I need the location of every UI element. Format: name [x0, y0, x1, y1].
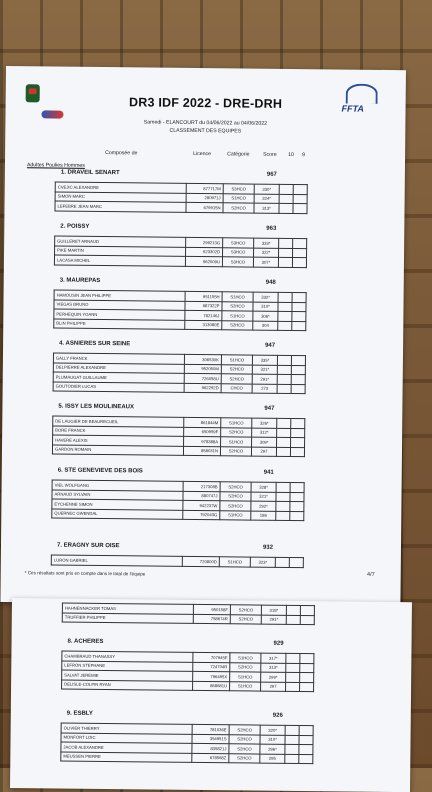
team-block — [52, 404, 315, 458]
team-total-score: 932 — [262, 544, 274, 551]
tens-count-cell — [278, 257, 292, 267]
archer-category: S2HCO — [230, 614, 261, 624]
results-sheet-page-4 — [0, 66, 406, 606]
archer-name: LEFRON STEPHANE — [62, 661, 193, 672]
archer-category: S2HCO — [220, 446, 251, 456]
archer-category: S3HCO — [223, 247, 254, 257]
archer-licence: 217308B — [183, 481, 220, 491]
tens-count-cell — [276, 482, 290, 492]
tens-count-cell — [279, 203, 293, 213]
team-members-table — [52, 416, 305, 458]
archer-category: S1HCO — [230, 653, 261, 663]
archer-score: 324* — [254, 194, 279, 204]
archer-category: S1HCO — [221, 355, 252, 365]
archer-licence: 962009U — [185, 256, 222, 266]
archer-name: MONFORT LOIC — [61, 733, 192, 744]
archer-score: 318* — [261, 605, 286, 615]
team-header — [51, 542, 313, 555]
archer-score: 273 — [252, 384, 277, 394]
archer-licence: 792043G — [183, 510, 220, 520]
nines-count-cell — [300, 606, 314, 616]
archer-category: S2HCO — [221, 364, 252, 374]
nines-count-cell — [291, 375, 305, 385]
archer-score: 313* — [254, 203, 279, 213]
member-row — [52, 509, 304, 521]
archer-score: 322* — [254, 248, 279, 258]
team-total-score: 941 — [263, 469, 274, 476]
archer-name: VIEL WOLFGANG — [52, 480, 183, 491]
nines-count-cell — [291, 428, 305, 438]
archer-category: S1HCO — [222, 311, 253, 321]
archer-name: GOUTODIER LUCAS — [53, 382, 184, 393]
tens-count-cell — [278, 311, 292, 321]
archer-category: CHCO — [221, 383, 252, 393]
tens-count-cell — [286, 663, 300, 673]
archer-score: 333* — [254, 238, 279, 248]
team-members-table — [62, 603, 315, 626]
tens-count-cell — [278, 321, 292, 331]
archer-name: TRUFFIER PHILIPPE — [62, 613, 193, 624]
archer-category: S3HCO — [223, 184, 254, 194]
archer-name: DE LAUGIER DE BEAURECUEIL — [53, 416, 184, 427]
archer-score: 310* — [260, 735, 285, 745]
tens-count-cell — [275, 557, 289, 567]
nines-count-cell — [293, 248, 307, 258]
archer-score: 323* — [250, 557, 275, 567]
team-header — [52, 468, 314, 481]
tens-count-cell — [278, 292, 292, 302]
team-total-score: 948 — [265, 279, 276, 286]
tens-count-cell — [285, 754, 299, 764]
team-members-table — [53, 353, 306, 395]
archer-licence: 796495X — [193, 671, 230, 681]
archer-category: S1HCO — [230, 672, 261, 682]
archer-name: GARDON ROMAIN — [52, 445, 183, 456]
team-members-table — [53, 290, 306, 332]
archer-name: BORE FRANCK — [53, 426, 184, 437]
col-header-composee: Composée de — [105, 150, 138, 157]
tens-count-cell — [286, 682, 300, 692]
archer-name: HAHNENNACKER TOMAS — [62, 603, 193, 614]
archer-name: LACASA MICHEL — [54, 255, 185, 266]
tens-count-cell — [286, 615, 300, 625]
archer-licence: 923302D — [186, 247, 223, 257]
team-members-table — [51, 480, 304, 522]
archer-name: ARNAUD SYLVAIN — [52, 490, 183, 501]
tens-count-cell — [279, 184, 293, 194]
category-label: Adultes Poulies Hommes — [26, 162, 85, 169]
team-name: 3. MAUREPAS — [59, 277, 101, 284]
team-block — [61, 639, 324, 693]
archer-licence: 861844M — [184, 417, 221, 427]
nines-count-cell — [300, 682, 314, 692]
team-block — [53, 341, 316, 395]
col-header-score: Score — [263, 151, 277, 158]
archer-name: BLIN PHILIPPE — [54, 319, 185, 330]
ranking-heading: CLASSEMENT DES EQUIPES — [169, 127, 242, 135]
team-total-score: 967 — [266, 171, 277, 178]
nines-count-cell — [292, 302, 306, 312]
nines-count-cell — [299, 754, 313, 764]
archer-score: 186 — [251, 511, 276, 521]
tens-count-cell — [278, 302, 292, 312]
member-row — [61, 752, 313, 764]
archer-name: QUERNEC GWENDAL — [52, 509, 183, 520]
archer-licence: 726058U — [184, 373, 221, 383]
tens-count-cell — [276, 447, 290, 457]
archer-name: PERHEQUIN YOANN — [54, 309, 185, 320]
team-header — [54, 224, 316, 237]
archer-licence: 877717M — [186, 183, 223, 193]
nines-count-cell — [299, 735, 313, 745]
archer-licence: 950158F — [193, 604, 230, 614]
nines-count-cell — [292, 258, 306, 268]
archer-licence: 952050M — [184, 364, 221, 374]
member-row — [54, 319, 306, 331]
team-block — [60, 711, 323, 765]
archer-score: 292* — [251, 501, 276, 511]
archer-licence: 720800D — [182, 556, 219, 566]
archer-score: 295 — [260, 754, 285, 764]
ffta-logo-icon: FFTA — [342, 84, 382, 114]
archer-name: JACOB ALEXANDRE — [61, 742, 192, 753]
footnote: * Ces résultats sont pris en compte dans le total de l'équipe — [24, 570, 146, 577]
archer-category: S2HCO — [222, 301, 253, 311]
archer-score: 312* — [252, 428, 277, 438]
archer-category: S2HCO — [220, 501, 251, 511]
archer-licence: 724704R — [193, 662, 230, 672]
archer-score: 335* — [252, 355, 277, 365]
results-sheet-page-5 — [10, 598, 412, 792]
archer-name: DELPIERRE ALEXANDRE — [53, 363, 184, 374]
team-block — [51, 468, 314, 522]
archer-licence: 707945F — [193, 652, 230, 662]
team-name: 2. POISSY — [60, 223, 90, 230]
team-members-table — [54, 182, 307, 214]
sponsor-logo-icon — [41, 110, 63, 118]
team-name: 6. STE GENEVIEVE DES BOIS — [57, 467, 143, 475]
archer-category: S2HCO — [229, 725, 260, 735]
team-members-table — [60, 723, 313, 765]
team-header — [61, 711, 323, 724]
nines-count-cell — [293, 239, 307, 249]
archer-licence: 880747J — [183, 491, 220, 501]
team-members-table — [51, 554, 304, 567]
nines-count-cell — [291, 384, 305, 394]
col-header-categorie: Catégorie — [227, 151, 250, 158]
tens-count-cell — [277, 374, 291, 384]
nines-count-cell — [291, 419, 305, 429]
nines-count-cell — [300, 673, 314, 683]
archer-name: GUILLERET ARNAUD — [55, 236, 186, 247]
nines-count-cell — [300, 615, 314, 625]
nines-count-cell — [300, 654, 314, 664]
archer-score: 296* — [260, 744, 285, 754]
team-members-table — [54, 236, 307, 268]
archer-name: CVEJIC ALEXANDRE — [55, 182, 186, 193]
archer-licence: 868681U — [193, 681, 230, 691]
col-header-licence: Licence — [193, 150, 212, 158]
nines-count-cell — [289, 557, 303, 567]
tens-count-cell — [279, 194, 293, 204]
nines-count-cell — [290, 482, 304, 492]
archer-name: HAMOUSIN JEAN PHILIPPE — [54, 290, 185, 301]
archer-licence: 280971J — [186, 193, 223, 203]
team-total-score: 929 — [273, 640, 284, 647]
archer-licence: 962292D — [184, 383, 221, 393]
archer-score: 317* — [261, 653, 286, 663]
col-header-9: 9 — [302, 152, 306, 159]
archer-score: 330* — [254, 184, 279, 194]
member-row — [51, 555, 303, 567]
archer-score: 306* — [253, 311, 278, 321]
archer-score: 304 — [253, 321, 278, 331]
tens-count-cell — [286, 653, 300, 663]
archer-category: S1HCO — [223, 193, 254, 203]
archer-category: S2HCO — [221, 374, 252, 384]
tens-count-cell — [276, 501, 290, 511]
team-block — [54, 224, 316, 268]
archer-name: DELISLE-COLPIN RYAN — [62, 680, 193, 691]
archer-name: EYCHENNE SIMON — [52, 499, 183, 510]
archer-score: 326* — [252, 418, 277, 428]
archer-category: S2HCO — [223, 203, 254, 213]
team-header — [52, 404, 314, 417]
archer-licence: 354951S — [192, 734, 229, 744]
archer-score: 309* — [252, 437, 277, 447]
tens-count-cell — [276, 511, 290, 521]
tens-count-cell — [286, 605, 300, 615]
member-row — [54, 255, 306, 267]
team-block — [53, 278, 316, 332]
archer-score: 321* — [252, 365, 277, 375]
tens-count-cell — [277, 355, 291, 365]
archer-licence: 313080E — [185, 320, 222, 330]
archer-licence: 650959F — [184, 427, 221, 437]
archer-licence: 835821J — [192, 743, 229, 753]
archer-category: S2HCO — [230, 662, 261, 672]
archer-licence: 299213G — [186, 237, 223, 247]
archer-category: S2HCO — [220, 482, 251, 492]
archer-category: S3HCO — [222, 257, 253, 267]
archer-category: S2HCO — [230, 605, 261, 615]
archer-name: PIKE MARTIN — [55, 246, 186, 257]
archer-category: S2HCO — [221, 427, 252, 437]
archer-licence: 942237W — [183, 500, 220, 510]
archer-licence: 858031N — [183, 446, 220, 456]
archer-category: S1HCO — [222, 292, 253, 302]
team-name: 5. ISSY LES MOULINEAUX — [58, 403, 135, 411]
archer-category: S1HCO — [220, 510, 251, 520]
archer-category: S1HCO — [221, 418, 252, 428]
tens-count-cell — [277, 418, 291, 428]
member-row — [53, 382, 305, 394]
archer-name: CHAMBRAUD THANASSY — [62, 651, 193, 662]
archer-name: PLUMAUGAT GUILLAUME — [53, 372, 184, 383]
archer-licence: 978388A — [184, 436, 221, 446]
nines-count-cell — [290, 447, 304, 457]
nines-count-cell — [291, 438, 305, 448]
team-header — [53, 341, 315, 354]
team-header — [55, 170, 317, 183]
team-name: 8. ACHERES — [67, 638, 104, 645]
page-number: 4/7 — [367, 571, 375, 578]
event-date: Samedi - ELANCOURT du 04/06/2022 au 04/06/2022 — [143, 119, 268, 127]
archer-score: 328* — [251, 482, 276, 492]
archer-name: OLIVIER THIERRY — [61, 723, 192, 734]
nines-count-cell — [293, 204, 307, 214]
nines-count-cell — [292, 312, 306, 322]
archer-category: S3HCO — [223, 238, 254, 248]
nines-count-cell — [300, 663, 314, 673]
archer-category: S2HCO — [229, 734, 260, 744]
team-name: 9. ESBLY — [66, 710, 93, 717]
archer-category: S2HCO — [229, 753, 260, 763]
archer-licence: 678568Z — [192, 753, 229, 763]
team-name: 1. DRAVEIL SENART — [60, 169, 120, 177]
team-block — [54, 170, 316, 214]
tens-count-cell — [286, 672, 300, 682]
archer-score: 332* — [253, 292, 278, 302]
archer-category: S1HCO — [230, 681, 261, 691]
team-total-score: 926 — [272, 712, 283, 719]
archer-name: HAVERE ALEXIS — [53, 435, 184, 446]
archer-score: 297 — [251, 447, 276, 457]
archer-score: 307* — [253, 257, 278, 267]
team-block — [51, 542, 313, 567]
archer-licence: 782146J — [185, 310, 222, 320]
archer-score: 310* — [253, 302, 278, 312]
archer-licence: 951155H — [185, 291, 222, 301]
member-row — [62, 613, 314, 625]
nines-count-cell — [291, 365, 305, 375]
archer-name: LEFEBRE JEAN MARC — [55, 201, 186, 212]
archer-name: SIMON MARC — [55, 192, 186, 203]
archer-score: 299* — [261, 672, 286, 682]
nines-count-cell — [299, 745, 313, 755]
team-block-continued — [62, 601, 324, 626]
archer-category: S1HCO — [221, 437, 252, 447]
archer-category: S2HCO — [222, 320, 253, 330]
team-members-table — [61, 651, 314, 693]
team-header — [61, 639, 323, 652]
nines-count-cell — [299, 726, 313, 736]
archer-score: 291* — [261, 615, 286, 625]
archer-name: LURON GABRIEL — [51, 555, 182, 566]
archer-category: S2HCO — [220, 491, 251, 501]
member-row — [55, 201, 307, 213]
tens-count-cell — [279, 238, 293, 248]
page-title: DR3 IDF 2022 - DRE-DRH — [129, 95, 283, 111]
archer-name: SALVAT JEREMIE — [62, 670, 193, 681]
archer-name: VIEGAS BRUNO — [54, 300, 185, 311]
member-row — [62, 680, 314, 692]
archer-licence: 758674R — [193, 614, 230, 624]
team-total-score: 947 — [265, 342, 276, 349]
nines-count-cell — [290, 501, 304, 511]
archer-score: 321* — [251, 492, 276, 502]
tens-count-cell — [277, 365, 291, 375]
nines-count-cell — [290, 492, 304, 502]
nines-count-cell — [291, 356, 305, 366]
archer-category: S2HCO — [229, 744, 260, 754]
team-header — [54, 278, 316, 291]
nines-count-cell — [293, 185, 307, 195]
archer-score: 297 — [261, 682, 286, 692]
tens-count-cell — [276, 492, 290, 502]
archer-score: 291* — [252, 374, 277, 384]
team-name: 4. ASNIERES SUR SEINE — [59, 340, 131, 348]
tens-count-cell — [285, 744, 299, 754]
archer-licence: 687322P — [185, 301, 222, 311]
team-name: 7. ERAGNY SUR OISE — [56, 542, 120, 550]
team-total-score: 963 — [266, 225, 277, 232]
archer-name: MEUSSEN PIERRE — [61, 752, 192, 763]
tens-count-cell — [277, 437, 291, 447]
tens-count-cell — [277, 384, 291, 394]
tens-count-cell — [285, 725, 299, 735]
archer-name: GALLY FRANCK — [53, 353, 184, 364]
nines-count-cell — [292, 293, 306, 303]
nines-count-cell — [290, 511, 304, 521]
tens-count-cell — [277, 428, 291, 438]
nines-count-cell — [292, 321, 306, 331]
archer-licence: 306530K — [184, 354, 221, 364]
archer-licence: 679915N — [186, 202, 223, 212]
tens-count-cell — [285, 735, 299, 745]
archer-score: 313* — [261, 663, 286, 673]
archer-licence: 781036E — [192, 724, 229, 734]
tens-count-cell — [279, 248, 293, 258]
team-total-score: 947 — [264, 405, 275, 412]
archer-score: 320* — [260, 725, 285, 735]
col-header-10: 10 — [288, 151, 294, 159]
archer-category: S1HCO — [219, 557, 250, 567]
member-row — [52, 445, 304, 457]
nines-count-cell — [293, 194, 307, 204]
